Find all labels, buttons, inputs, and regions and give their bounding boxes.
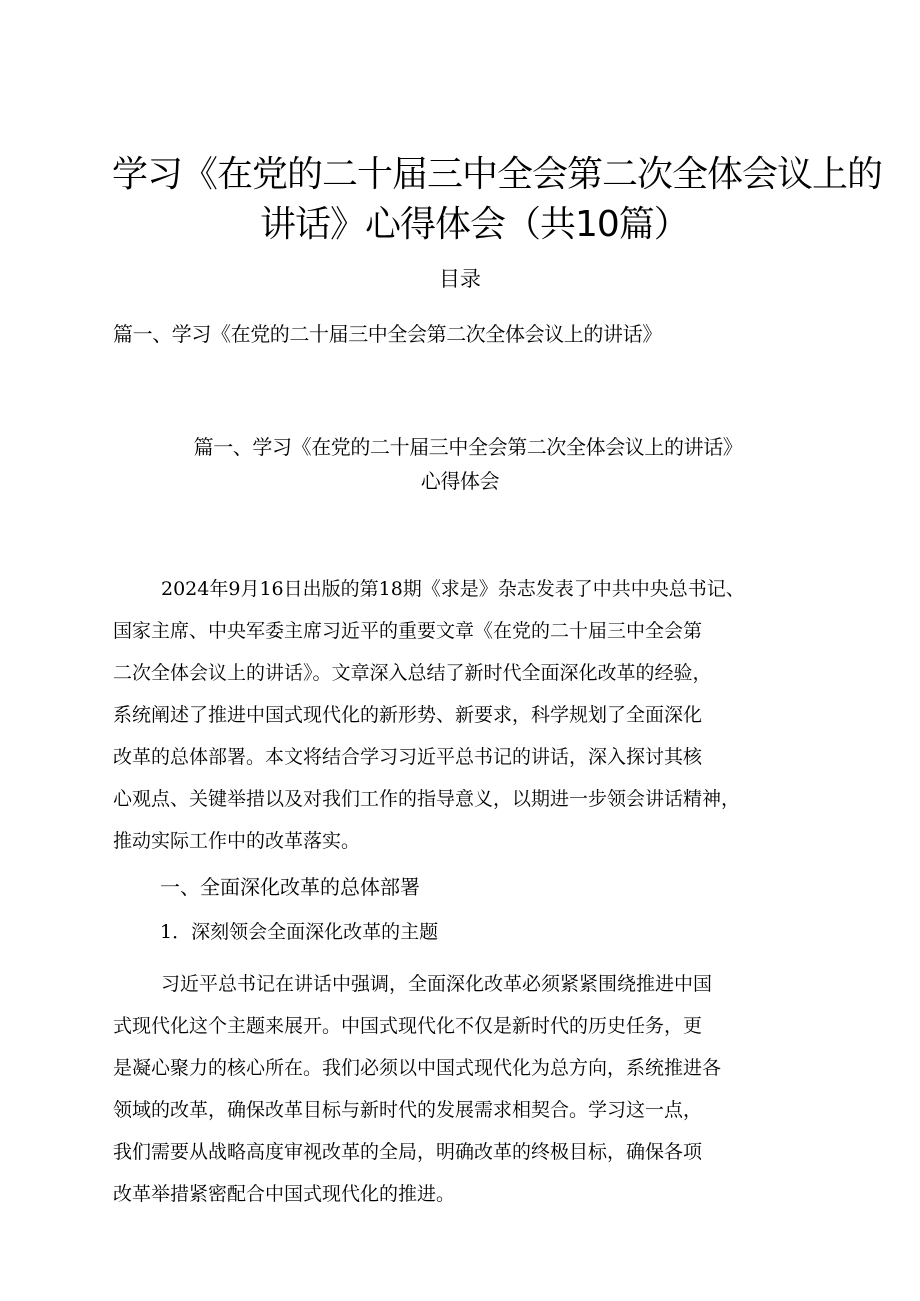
paragraph-line: 2024年9月16日出版的第18期《求是》杂志发表了中共中央总书记、 bbox=[161, 578, 745, 600]
paragraph-line: 系统阐述了推进中国式现代化的新形势、新要求，科学规划了全面深化 bbox=[113, 704, 703, 726]
paragraph-line: 改革的总体部署。本文将结合学习习近平总书记的讲话，深入探讨其核 bbox=[113, 746, 703, 768]
body-paragraph-1 bbox=[113, 568, 833, 862]
document-title-line-1: 学习《在党的二十届三中全会第二次全体会议上的 bbox=[112, 154, 883, 196]
section-title-line-2: 心得体会 bbox=[420, 469, 500, 493]
document-title-line-2: 讲话》心得体会（共10篇） bbox=[260, 204, 689, 246]
toc-entry[interactable]: 篇一、学习《在党的二十届三中全会第二次全体会议上的讲话》 bbox=[113, 322, 662, 346]
paragraph-line: 心观点、关键举措以及对我们工作的指导意义，以期进一步领会讲话精神， bbox=[113, 788, 741, 810]
paragraph-line: 国家主席、中央军委主席习近平的重要文章《在党的二十届三中全会第 bbox=[113, 620, 703, 642]
paragraph-line: 习近平总书记在讲话中强调，全面深化改革必须紧紧围绕推进中国 bbox=[161, 973, 713, 995]
paragraph-line: 推动实际工作中的改革落实。 bbox=[113, 830, 361, 852]
body-paragraph-2 bbox=[113, 963, 833, 1215]
paragraph-line: 改革举措紧密配合中国式现代化的推进。 bbox=[113, 1183, 456, 1205]
paragraph-line: 二次全体会议上的讲话》。文章深入总结了新时代全面深化改革的经验， bbox=[113, 662, 712, 684]
section-title bbox=[0, 430, 920, 498]
subsection-heading-1: 1．深刻领会全面深化改革的主题 bbox=[160, 921, 439, 943]
section-title-line-1: 篇一、学习《在党的二十届三中全会第二次全体会议上的讲话》 bbox=[193, 435, 743, 459]
section-heading-1: 一、全面深化改革的总体部署 bbox=[160, 875, 420, 899]
paragraph-line: 我们需要从战略高度审视改革的全局，明确改革的终极目标，确保各项 bbox=[113, 1141, 703, 1163]
document-title bbox=[112, 150, 883, 250]
paragraph-line: 领域的改革，确保改革目标与新时代的发展需求相契合。学习这一点， bbox=[113, 1099, 703, 1121]
paragraph-line: 是凝心聚力的核心所在。我们必须以中国式现代化为总方向，系统推进各 bbox=[113, 1057, 722, 1079]
toc-heading: 目录 bbox=[439, 267, 481, 291]
paragraph-line: 式现代化这个主题来展开。中国式现代化不仅是新时代的历史任务，更 bbox=[113, 1015, 703, 1037]
